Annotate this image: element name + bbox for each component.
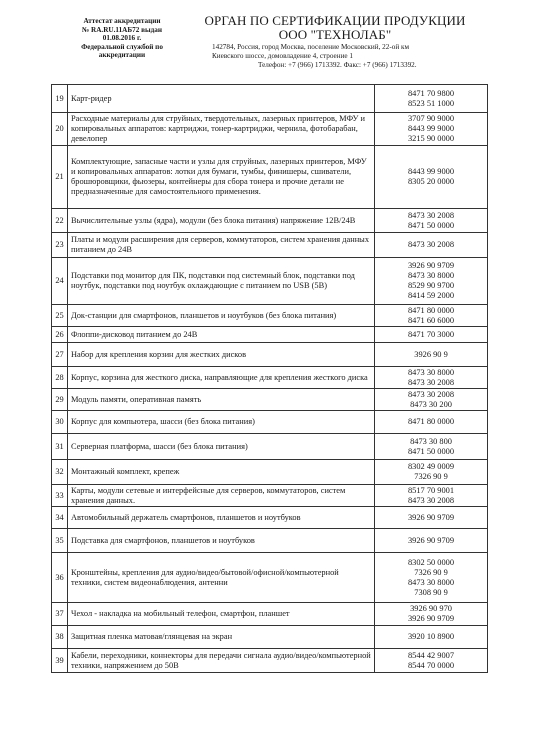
organization-header <box>190 14 480 42</box>
tn-ved-codes <box>375 434 488 460</box>
tn-ved-code: 8471 70 9800 <box>407 88 455 98</box>
org-title: ОРГАН ПО СЕРТИФИКАЦИИ ПРОДУКЦИИ <box>204 13 466 28</box>
accreditation-line: Аттестат аккредитации <box>83 17 161 25</box>
row-number: 38 <box>52 626 68 649</box>
address-line: Киевского шоссе, домовладение 4, строение 1 <box>212 51 354 60</box>
table-row <box>52 389 488 411</box>
tn-ved-code: 8302 49 0009 <box>407 462 455 471</box>
tn-ved-codes <box>375 233 488 258</box>
tn-ved-codes <box>375 343 488 367</box>
row-number: 20 <box>52 113 68 146</box>
row-number: 36 <box>52 553 68 603</box>
product-description: Набор для крепления корзин для жестких дисков <box>68 343 375 367</box>
tn-ved-code: 8473 30 2008 <box>407 210 455 220</box>
product-description: Защитная пленка матовая/глянцевая на экран <box>68 626 375 649</box>
tn-ved-code: 8443 99 9000 <box>407 167 455 176</box>
row-number: 26 <box>52 327 68 343</box>
product-description: Чехол - накладка на мобильный телефон, смартфон, планшет <box>68 603 375 626</box>
row-number: 19 <box>52 85 68 113</box>
table-row <box>52 113 488 146</box>
accreditation-line: аккредитации <box>98 51 146 60</box>
accreditation-line: № RA.RU.11АБ72 выдан <box>82 25 162 34</box>
table-row <box>52 258 488 305</box>
table-row <box>52 649 488 673</box>
tn-ved-code: 8544 70 0000 <box>407 660 455 670</box>
product-description: Корпус для компьютера, шасси (без блока питания) <box>68 411 375 434</box>
product-description: Автомобильный держатель смартфонов, планшетов и ноутбуков <box>68 507 375 529</box>
tn-ved-code: 7326 90 9 <box>414 472 448 481</box>
product-description: Кронштейны, крепления для аудио/видео/бытовой/офисной/компьютерной техники, систем видеонаблюдения, антенни <box>68 553 375 603</box>
tn-ved-code: 8302 50 0000 <box>407 557 455 567</box>
tn-ved-code: 8473 30 200 <box>410 399 452 409</box>
row-number: 35 <box>52 529 68 553</box>
tn-ved-codes <box>375 327 488 343</box>
tn-ved-code: 8517 70 9001 <box>407 485 455 495</box>
row-number: 22 <box>52 209 68 233</box>
table-row <box>52 233 488 258</box>
tn-ved-code: 8473 30 2008 <box>407 377 455 387</box>
tn-ved-code: 8305 20 0000 <box>407 177 455 186</box>
tn-ved-code: 3926 90 9709 <box>407 512 455 522</box>
products-table <box>51 84 488 673</box>
row-number: 27 <box>52 343 68 367</box>
tn-ved-code: 8471 70 3000 <box>407 329 455 339</box>
product-description: Вычислительные узлы (ядра), модули (без блока питания) напряжение 12В/24В <box>68 209 375 233</box>
product-description: Карт-ридер <box>68 85 375 113</box>
tn-ved-code: 7326 90 9 <box>414 567 448 577</box>
accreditation-line: 01.08.2016 г. <box>102 34 142 43</box>
tn-ved-code: 8544 42 9007 <box>407 650 455 660</box>
table-row <box>52 529 488 553</box>
tn-ved-codes <box>375 603 488 626</box>
org-name: ООО "ТЕХНОЛАБ" <box>278 27 392 42</box>
row-number: 25 <box>52 305 68 327</box>
products-table-body <box>52 85 488 673</box>
row-number: 34 <box>52 507 68 529</box>
tn-ved-code: 3215 90 0000 <box>407 134 455 143</box>
tn-ved-code: 3707 90 9000 <box>407 114 455 123</box>
product-description: Серверная платформа, шасси (без блока питания) <box>68 434 375 460</box>
table-row <box>52 367 488 389</box>
table-row <box>52 146 488 209</box>
tn-ved-code: 3926 90 9709 <box>407 535 455 545</box>
tn-ved-codes <box>375 367 488 389</box>
product-description: Монтажный комплект, крепеж <box>68 460 375 485</box>
tn-ved-codes <box>375 460 488 485</box>
tn-ved-code: 8443 99 9000 <box>407 124 455 133</box>
address-block <box>212 43 498 69</box>
tn-ved-code: 8471 60 6000 <box>407 315 455 325</box>
row-number: 29 <box>52 389 68 411</box>
tn-ved-codes <box>375 113 488 146</box>
tn-ved-code: 8473 30 2008 <box>407 495 455 505</box>
row-number: 21 <box>52 146 68 209</box>
address-line: 142784, Россия, город Москва, поселение Московский, 22-ой км <box>212 43 410 51</box>
tn-ved-code: 8471 50 0000 <box>407 446 455 456</box>
product-description: Модуль памяти, оперативная память <box>68 389 375 411</box>
tn-ved-code: 8471 80 0000 <box>407 417 455 426</box>
tn-ved-codes <box>375 389 488 411</box>
tn-ved-codes <box>375 507 488 529</box>
tn-ved-codes <box>375 649 488 673</box>
tn-ved-code: 8473 30 2008 <box>407 240 455 249</box>
product-description: Кабели, переходники, коннекторы для передачи сигнала аудио/видео/компьютерной техники, напряжением до 50В <box>68 649 375 673</box>
tn-ved-code: 3926 90 9 <box>414 349 448 359</box>
tn-ved-code: 3926 90 9709 <box>407 614 455 623</box>
phone-fax-line: Телефон: +7 (966) 1713392. Факс: +7 (966) 1713392. <box>258 60 417 69</box>
accreditation-line: Федеральной службой по <box>81 42 163 51</box>
tn-ved-codes <box>375 626 488 649</box>
tn-ved-code: 8471 50 0000 <box>407 220 455 230</box>
product-description: Док-станции для смартфонов, планшетов и ноутбуков (без блока питания) <box>68 305 375 327</box>
tn-ved-codes <box>375 85 488 113</box>
tn-ved-codes <box>375 485 488 507</box>
row-number: 23 <box>52 233 68 258</box>
tn-ved-codes <box>375 258 488 305</box>
table-row <box>52 553 488 603</box>
tn-ved-code: 3920 10 8900 <box>407 632 455 641</box>
tn-ved-codes <box>375 529 488 553</box>
tn-ved-code: 8523 51 1000 <box>407 98 455 108</box>
tn-ved-codes <box>375 553 488 603</box>
row-number: 31 <box>52 434 68 460</box>
table-row <box>52 485 488 507</box>
table-row <box>52 434 488 460</box>
row-number: 28 <box>52 367 68 389</box>
tn-ved-code: 8473 30 8000 <box>407 367 455 377</box>
product-description: Подставки под монитор для ПК, подставки под системный блок, подставки под ноутбук, подставки под ноутбук охлаждающие с питанием по USB (5В) <box>68 258 375 305</box>
tn-ved-code: 8473 30 2008 <box>407 389 455 399</box>
product-description: Корпус, корзина для жесткого диска, направляющие для крепления жесткого диска <box>68 367 375 389</box>
tn-ved-codes <box>375 146 488 209</box>
table-row <box>52 460 488 485</box>
product-description: Флоппи-дисковод питанием до 24В <box>68 327 375 343</box>
table-row <box>52 85 488 113</box>
table-row <box>52 411 488 434</box>
tn-ved-codes <box>375 305 488 327</box>
product-description: Расходные материалы для струйных, твердотельных, лазерных принтеров, МФУ и копировальных аппаратов: картриджи, тонер-картриджи, чернила, фотобарабан, девелопер <box>68 113 375 146</box>
product-description: Комплектующие, запасные части и узлы для струйных, лазерных принтеров, МФУ и копировальных аппаратов: лотки для бумаги, тумбы, финишеры, сшиватели, брошюровщики, фьюзеры, контейнеры для сбора тонера и прочие детали не предназначенные для самостоятельного применения. <box>68 146 375 209</box>
product-description: Подставка для смартфонов, планшетов и ноутбуков <box>68 529 375 553</box>
row-number: 30 <box>52 411 68 434</box>
accreditation-block <box>58 17 186 60</box>
table-row <box>52 327 488 343</box>
tn-ved-code: 3926 90 970 <box>410 604 452 613</box>
table-row <box>52 507 488 529</box>
table-row <box>52 343 488 367</box>
tn-ved-code: 8473 30 8000 <box>407 577 455 587</box>
table-row <box>52 603 488 626</box>
row-number: 24 <box>52 258 68 305</box>
row-number: 39 <box>52 649 68 673</box>
tn-ved-code: 8473 30 8000 <box>407 271 455 280</box>
product-description: Карты, модули сетевые и интерфейсные для серверов, коммутаторов, систем хранения данных. <box>68 485 375 507</box>
tn-ved-code: 8529 90 9700 <box>407 281 455 290</box>
tn-ved-code: 3926 90 9709 <box>407 261 455 270</box>
tn-ved-code: 8471 80 0000 <box>407 305 455 315</box>
tn-ved-codes <box>375 209 488 233</box>
row-number: 32 <box>52 460 68 485</box>
table-row <box>52 209 488 233</box>
tn-ved-codes <box>375 411 488 434</box>
product-description: Платы и модули расширения для серверов, коммутаторов, систем хранения данных питанием до 24В <box>68 233 375 258</box>
tn-ved-code: 7308 90 9 <box>414 587 448 597</box>
row-number: 33 <box>52 485 68 507</box>
table-row <box>52 626 488 649</box>
tn-ved-code: 8414 59 2000 <box>407 291 455 300</box>
tn-ved-code: 8473 30 800 <box>410 436 452 446</box>
row-number: 37 <box>52 603 68 626</box>
table-row <box>52 305 488 327</box>
